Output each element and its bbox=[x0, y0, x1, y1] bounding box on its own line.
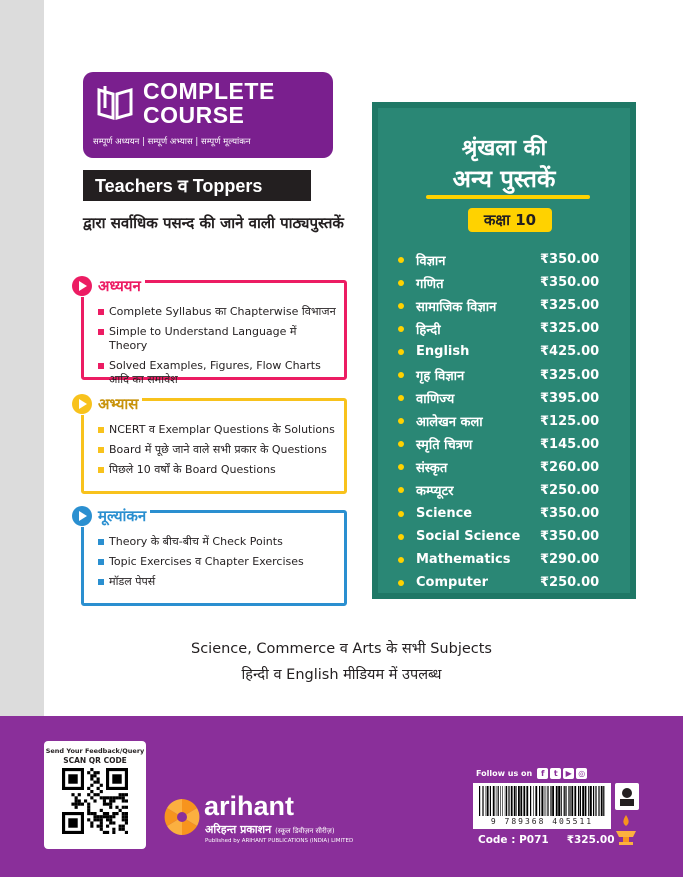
badge-title-line1: COMPLETE bbox=[143, 78, 275, 104]
book-name: सामाजिक विज्ञान bbox=[416, 299, 497, 315]
book-item bbox=[398, 525, 618, 548]
book-price: ₹325.00 bbox=[566, 834, 615, 846]
product-code: Code : P071 bbox=[478, 834, 549, 846]
facebook-icon[interactable]: f bbox=[537, 768, 548, 779]
book-price: ₹350.00 bbox=[540, 275, 600, 291]
series-panel-inner bbox=[378, 108, 630, 593]
availability-line-2: हिन्दी व English मीडियम में उपलब्ध bbox=[241, 667, 442, 683]
feature-item: पिछले 10 वर्षों के Board Questions bbox=[98, 463, 338, 477]
brand-name: arihant bbox=[204, 791, 295, 821]
bullet-dot bbox=[398, 487, 404, 493]
feature-heading bbox=[72, 275, 145, 297]
book-name: स्मृति चित्रण bbox=[416, 438, 473, 454]
book-name: कम्प्यूटर bbox=[416, 484, 454, 500]
qr-subtitle: SCAN QR CODE bbox=[63, 756, 127, 765]
availability-line-1: Science, Commerce व Arts के सभी Subjects bbox=[190, 641, 492, 657]
book-item bbox=[398, 479, 618, 502]
book-price: ₹325.00 bbox=[540, 298, 600, 314]
play-icon bbox=[72, 276, 92, 296]
twitter-icon[interactable]: t bbox=[550, 768, 561, 779]
feature-item: Theory के बीच-बीच में Check Points bbox=[98, 535, 338, 549]
bullet-dot bbox=[398, 326, 404, 332]
book-name: Social Science bbox=[416, 529, 521, 545]
feature-list bbox=[98, 305, 338, 393]
instagram-icon[interactable]: ◎ bbox=[576, 768, 587, 779]
book-name: गृह विज्ञान bbox=[416, 369, 465, 385]
book-item bbox=[398, 317, 618, 340]
play-icon bbox=[72, 506, 92, 526]
lamp-icon bbox=[611, 813, 641, 847]
bullet-dot bbox=[398, 557, 404, 563]
book-price: ₹260.00 bbox=[540, 459, 600, 475]
book-name: संस्कृत bbox=[416, 461, 448, 477]
series-books-panel bbox=[372, 102, 636, 599]
feature-heading bbox=[72, 393, 142, 415]
feedback-qr-card bbox=[44, 741, 146, 849]
book-item bbox=[398, 433, 618, 456]
book-price: ₹325.00 bbox=[540, 367, 600, 383]
book-item bbox=[398, 456, 618, 479]
feature-item: Solved Examples, Figures, Flow Charts आदि का समावेश bbox=[98, 359, 338, 387]
book-price: ₹325.00 bbox=[540, 321, 600, 337]
book-price: ₹125.00 bbox=[540, 413, 600, 429]
feature-heading-text: अध्ययन bbox=[98, 277, 141, 295]
book-item bbox=[398, 548, 618, 571]
book-item bbox=[398, 271, 618, 294]
follow-us bbox=[476, 768, 587, 779]
feature-item: Topic Exercises व Chapter Exercises bbox=[98, 555, 338, 569]
barcode-icon bbox=[477, 786, 607, 818]
feature-heading-text: अभ्यास bbox=[98, 395, 139, 413]
feature-item: मॉडल पेपर्स bbox=[98, 575, 338, 589]
book-name: Science bbox=[416, 506, 473, 522]
bullet-dot bbox=[398, 372, 404, 378]
bullet-dot bbox=[398, 441, 404, 447]
book-item bbox=[398, 410, 618, 433]
youtube-icon[interactable]: ▶ bbox=[563, 768, 574, 779]
bullet-dot bbox=[398, 418, 404, 424]
seal-stamp-icon bbox=[615, 783, 639, 810]
feature-heading bbox=[72, 505, 150, 527]
bullet-dot bbox=[398, 349, 404, 355]
bullet-dot bbox=[398, 303, 404, 309]
bullet-dot bbox=[398, 280, 404, 286]
feature-box-practice bbox=[81, 395, 347, 494]
bullet-dot bbox=[398, 511, 404, 517]
class-label: कक्षा 10 bbox=[468, 208, 552, 232]
book-name: हिन्दी bbox=[416, 322, 441, 338]
bullet-dot bbox=[398, 464, 404, 470]
book-item bbox=[398, 340, 618, 363]
feature-heading-text: मूल्यांकन bbox=[98, 507, 147, 525]
book-name: Computer bbox=[416, 575, 489, 591]
book-price: ₹145.00 bbox=[540, 436, 600, 452]
book-item bbox=[398, 248, 618, 271]
play-icon bbox=[72, 394, 92, 414]
feature-item: NCERT व Exemplar Questions के Solutions bbox=[98, 423, 338, 437]
book-price: ₹350.00 bbox=[540, 252, 600, 268]
tagline: द्वारा सर्वाधिक पसन्द की जाने वाली पाठ्यपुस्तकें bbox=[83, 214, 344, 232]
badge-title-line2: COURSE bbox=[143, 102, 245, 128]
bullet-dot bbox=[398, 534, 404, 540]
book-price: ₹250.00 bbox=[540, 575, 600, 591]
book-name: गणित bbox=[416, 276, 444, 292]
feature-item: Complete Syllabus का Chapterwise विभाजन bbox=[98, 305, 338, 319]
feature-list bbox=[98, 535, 338, 595]
book-price: ₹250.00 bbox=[540, 482, 600, 498]
barcode-number: 9 789368 405511 bbox=[490, 817, 594, 826]
series-title-line2: अन्य पुस्तकें bbox=[452, 165, 556, 193]
teachers-toppers-bar bbox=[83, 170, 311, 201]
book-item bbox=[398, 294, 618, 317]
book-price: ₹290.00 bbox=[540, 552, 600, 568]
code-price-line bbox=[478, 834, 615, 846]
title-underline bbox=[426, 195, 590, 199]
feature-item: Board में पूछे जाने वाले सभी प्रकार के Questions bbox=[98, 443, 338, 457]
book-price: ₹425.00 bbox=[540, 344, 600, 360]
book-name: विज्ञान bbox=[416, 253, 446, 269]
book-name: Mathematics bbox=[416, 552, 511, 568]
follow-label: Follow us on bbox=[476, 769, 533, 778]
book-name: English bbox=[416, 344, 470, 360]
teachers-toppers-text: Teachers व Toppers bbox=[95, 176, 263, 196]
book-item bbox=[398, 571, 618, 594]
feature-item: Simple to Understand Language में Theory bbox=[98, 325, 338, 353]
book-item bbox=[398, 502, 618, 525]
bullet-dot bbox=[398, 395, 404, 401]
qr-code-icon[interactable] bbox=[62, 768, 128, 834]
book-name: आलेखन कला bbox=[416, 415, 483, 431]
book-name: वाणिज्य bbox=[416, 392, 455, 408]
book-item bbox=[398, 363, 618, 386]
bullet-dot bbox=[398, 257, 404, 263]
bullet-dot bbox=[398, 580, 404, 586]
qr-title: Send Your Feedback/Query bbox=[45, 747, 145, 755]
badge-subtitle: सम्पूर्ण अध्ययन | सम्पूर्ण अभ्यास | सम्पूर्ण मूल्यांकन bbox=[93, 137, 251, 147]
brand-hindi: अरिहन्त प्रकाशन (स्कूल डिवीज़न सीरीज़) bbox=[205, 823, 335, 836]
feature-box-study bbox=[81, 277, 347, 386]
book-price: ₹395.00 bbox=[540, 390, 600, 406]
feature-list bbox=[98, 423, 338, 483]
arihant-logo-icon bbox=[162, 797, 202, 837]
feature-box-evaluation bbox=[81, 507, 347, 606]
book-item bbox=[398, 387, 618, 410]
book-price: ₹350.00 bbox=[540, 506, 600, 522]
open-book-icon bbox=[95, 82, 135, 122]
publisher-line: Published by ARIHANT PUBLICATIONS (INDIA) LIMITED bbox=[205, 838, 354, 844]
series-title-line1: श्रृंखला की bbox=[461, 136, 547, 161]
book-price: ₹350.00 bbox=[540, 529, 600, 545]
complete-course-badge bbox=[83, 72, 333, 158]
book-price-list bbox=[398, 248, 618, 594]
barcode-card bbox=[473, 783, 611, 829]
